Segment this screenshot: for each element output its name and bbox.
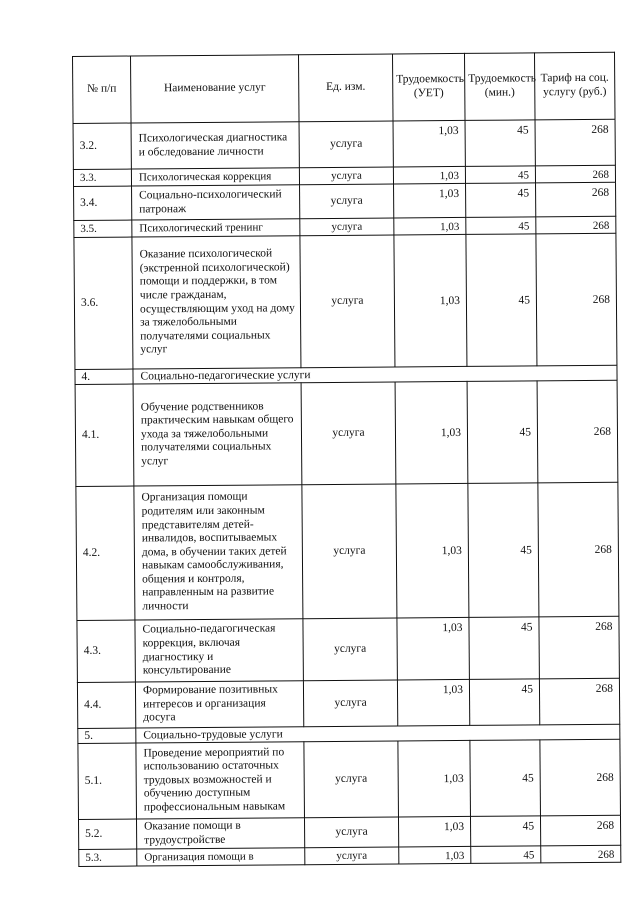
row-number: 3.6. (74, 237, 133, 369)
row-tariff: 268 (536, 233, 617, 366)
row-number: 4.4. (77, 682, 135, 728)
row-labor-uet: 1,03 (399, 847, 471, 865)
row-labor-uet: 1,03 (394, 217, 466, 235)
tariff-document-page (72, 52, 620, 867)
table-row (79, 845, 621, 866)
row-labor-uet: 1,03 (397, 617, 469, 680)
header-labor-minutes: Трудоемкость (мин.) (464, 53, 535, 121)
table-row (74, 182, 616, 220)
row-unit: услуга (304, 741, 399, 818)
table-row (78, 815, 620, 849)
row-number: 3.2. (73, 123, 131, 169)
header-tariff: Тариф на соц. услугу (руб.) (534, 52, 615, 120)
row-labor-uet: 1,03 (398, 816, 470, 847)
table-row (77, 616, 619, 682)
row-tariff: 268 (538, 482, 619, 617)
row-number: 3.5. (74, 220, 132, 237)
row-number: 4.2. (76, 486, 135, 620)
row-tariff: 268 (537, 380, 618, 483)
row-service-name: Проведение мероприятий по использованию остаточных трудовых возможностей и обучению доступным профессиональным навыкам (136, 742, 305, 819)
row-service-name: Психологическая коррекция (131, 168, 299, 186)
row-labor-minutes: 45 (465, 166, 535, 184)
row-tariff: 268 (540, 739, 621, 816)
row-labor-uet: 1,03 (397, 679, 469, 726)
row-number: 5.3. (79, 849, 137, 866)
row-unit: услуга (300, 184, 394, 219)
header-service-name: Наименование услуг (131, 55, 300, 123)
row-labor-minutes: 45 (466, 183, 536, 218)
row-unit: услуга (303, 680, 397, 727)
row-service-name: Психологический тренинг (132, 219, 300, 237)
row-labor-uet: 1,03 (393, 120, 465, 167)
row-labor-minutes: 45 (469, 617, 539, 680)
table-row (76, 482, 619, 620)
row-number: 5.2. (78, 819, 136, 850)
row-unit: услуга (303, 618, 397, 681)
row-tariff: 268 (535, 165, 615, 183)
row-unit: услуга (305, 847, 399, 865)
row-service-name: Организация помощи родителям или законным представителям детей-инвалидов, воспитываемых дома, в обучении таких детей навыкам самообслуживания, общения и контроля, направленным на развитие личности (134, 485, 303, 620)
section-number: 4. (75, 369, 133, 384)
table-row (75, 380, 618, 486)
row-labor-uet: 1,03 (395, 381, 468, 484)
row-labor-minutes: 45 (470, 816, 540, 847)
row-labor-minutes: 45 (467, 381, 538, 484)
row-number: 4.1. (75, 384, 134, 486)
row-tariff: 268 (539, 616, 619, 679)
row-labor-minutes: 45 (469, 679, 539, 726)
row-service-name: Формирование позитивных интересов и организация досуга (135, 681, 303, 728)
row-service-name: Психологическая диагностика и обследование личности (131, 122, 299, 169)
row-labor-minutes: 45 (465, 120, 535, 167)
row-unit: услуга (299, 167, 393, 185)
row-tariff: 268 (540, 815, 620, 846)
section-number: 5. (78, 728, 136, 743)
row-labor-uet: 1,03 (394, 183, 466, 218)
table-row (77, 678, 619, 728)
row-unit: услуга (304, 817, 398, 848)
row-tariff: 268 (536, 216, 616, 234)
row-unit: услуга (300, 235, 395, 368)
header-number: № п/п (73, 56, 132, 123)
row-number: 3.3. (73, 169, 131, 186)
row-unit: услуга (300, 218, 394, 236)
row-tariff: 268 (535, 119, 615, 166)
section-title: Социально-трудовые услуги (136, 724, 620, 743)
table-row (78, 739, 621, 819)
row-service-name: Оказание психологической (экстренной психологической) помощи и поддержки, в том числе гражданам, осуществляющим уход на дому за тяжелобольными получателями социальных услуг (132, 236, 301, 369)
row-labor-minutes: 45 (466, 234, 537, 367)
row-number: 5.1. (78, 743, 137, 819)
row-labor-uet: 1,03 (394, 234, 467, 367)
row-unit: услуга (302, 484, 397, 619)
row-number: 3.4. (74, 186, 132, 220)
row-labor-uet: 1,03 (398, 740, 471, 817)
table-row (73, 119, 615, 169)
row-labor-minutes: 45 (471, 846, 541, 864)
row-labor-uet: 1,03 (396, 483, 469, 618)
row-tariff: 268 (539, 678, 619, 725)
row-number: 4.3. (77, 620, 135, 682)
header-unit: Ед. изм. (298, 54, 393, 122)
row-tariff: 268 (536, 182, 616, 217)
row-unit: услуга (301, 382, 396, 485)
services-tariff-table (72, 52, 621, 867)
section-title: Социально-педагогические услуги (133, 365, 617, 384)
table-row (74, 233, 617, 369)
row-service-name: Обучение родственников практическим навыкам общего ухода за тяжелобольными получателями социальных услуг (133, 383, 302, 486)
row-service-name: Социально-психологический патронаж (132, 185, 300, 220)
row-tariff: 268 (541, 845, 621, 863)
row-service-name: Социально-педагогическая коррекция, включая диагностику и консультирование (135, 619, 303, 682)
row-labor-minutes: 45 (466, 217, 536, 235)
table-header-row (73, 52, 616, 123)
header-labor-uet: Трудоемкость (УЕТ) (392, 53, 465, 121)
row-service-name: Организация помощи в (137, 848, 305, 866)
row-labor-minutes: 45 (470, 740, 541, 817)
row-unit: услуга (299, 121, 393, 168)
row-labor-uet: 1,03 (393, 166, 465, 184)
row-service-name: Оказание помощи в трудоустройстве (136, 818, 304, 850)
row-labor-minutes: 45 (468, 483, 539, 618)
